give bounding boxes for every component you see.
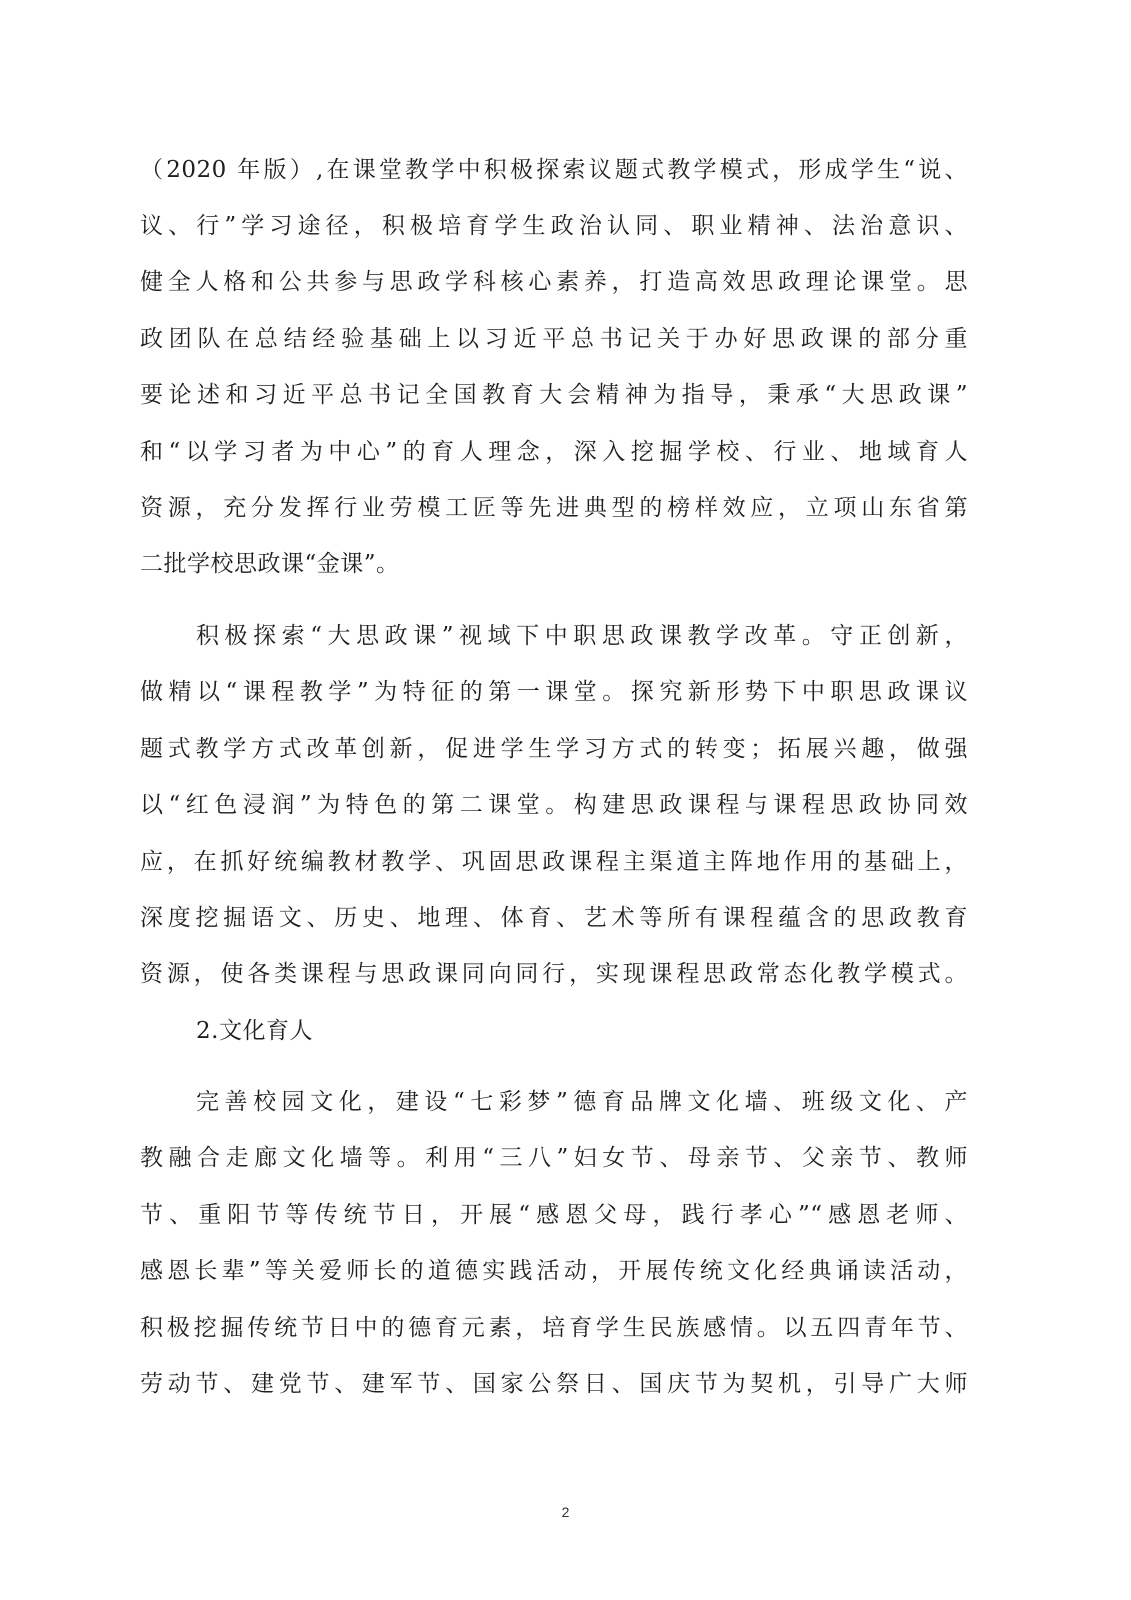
paragraph-2-line: 深度挖掘语文、历史、地理、体育、艺术等所有课程蕴含的思政教育 [140, 905, 968, 931]
paragraph-3-line: 感恩长辈”等关爱师长的道德实践活动，开展传统文化经典诵读活动， [140, 1258, 968, 1284]
paragraph-1-line: 和“以学习者为中心”的育人理念，深入挖掘学校、行业、地域育人 [140, 439, 968, 465]
paragraph-2-line: 做精以“课程教学”为特征的第一课堂。探究新形势下中职思政课议 [140, 679, 968, 705]
paragraph-2-line: 以“红色浸润”为特色的第二课堂。构建思政课程与课程思政协同效 [140, 792, 968, 818]
paragraph-1-line: 二批学校思政课“金课”。 [140, 551, 400, 577]
paragraph-1-line: 要论述和习近平总书记全国教育大会精神为指导，秉承“大思政课” [140, 382, 968, 408]
paragraph-1-line: 资源，充分发挥行业劳模工匠等先进典型的榜样效应，立项山东省第 [140, 495, 968, 521]
paragraph-1-line: 健全人格和公共参与思政学科核心素养，打造高效思政理论课堂。思 [140, 269, 968, 295]
paragraph-3-line: 劳动节、建党节、建军节、国家公祭日、国庆节为契机，引导广大师 [140, 1371, 968, 1397]
paragraph-1-line: 议、行”学习途径，积极培育学生政治认同、职业精神、法治意识、 [140, 213, 968, 239]
page-number: 2 [561, 1504, 570, 1520]
section-heading: 2.文化育人 [196, 1018, 313, 1044]
paragraph-3-line: 积极挖掘传统节日中的德育元素，培育学生民族感情。以五四青年节、 [140, 1315, 968, 1341]
paragraph-3-line: 教融合走廊文化墙等。利用“三八”妇女节、母亲节、父亲节、教师 [140, 1145, 968, 1171]
paragraph-2-line: 应，在抓好统编教材教学、巩固思政课程主渠道主阵地作用的基础上， [140, 849, 968, 875]
paragraph-2-line: 积极探索“大思政课”视域下中职思政课教学改革。守正创新， [196, 623, 968, 649]
paragraph-2-line: 资源，使各类课程与思政课同向同行，实现课程思政常态化教学模式。 [140, 961, 968, 987]
paragraph-1-line: 政团队在总结经验基础上以习近平总书记关于办好思政课的部分重 [140, 326, 968, 352]
paragraph-1-line: （2020 年版）,在课堂教学中积极探索议题式教学模式，形成学生“说、 [140, 157, 968, 183]
paragraph-3-line: 节、重阳节等传统节日，开展“感恩父母，践行孝心”“感恩老师、 [140, 1202, 968, 1228]
paragraph-2-line: 题式教学方式改革创新，促进学生学习方式的转变；拓展兴趣，做强 [140, 736, 968, 762]
paragraph-3-line: 完善校园文化，建设“七彩梦”德育品牌文化墙、班级文化、产 [196, 1089, 968, 1115]
